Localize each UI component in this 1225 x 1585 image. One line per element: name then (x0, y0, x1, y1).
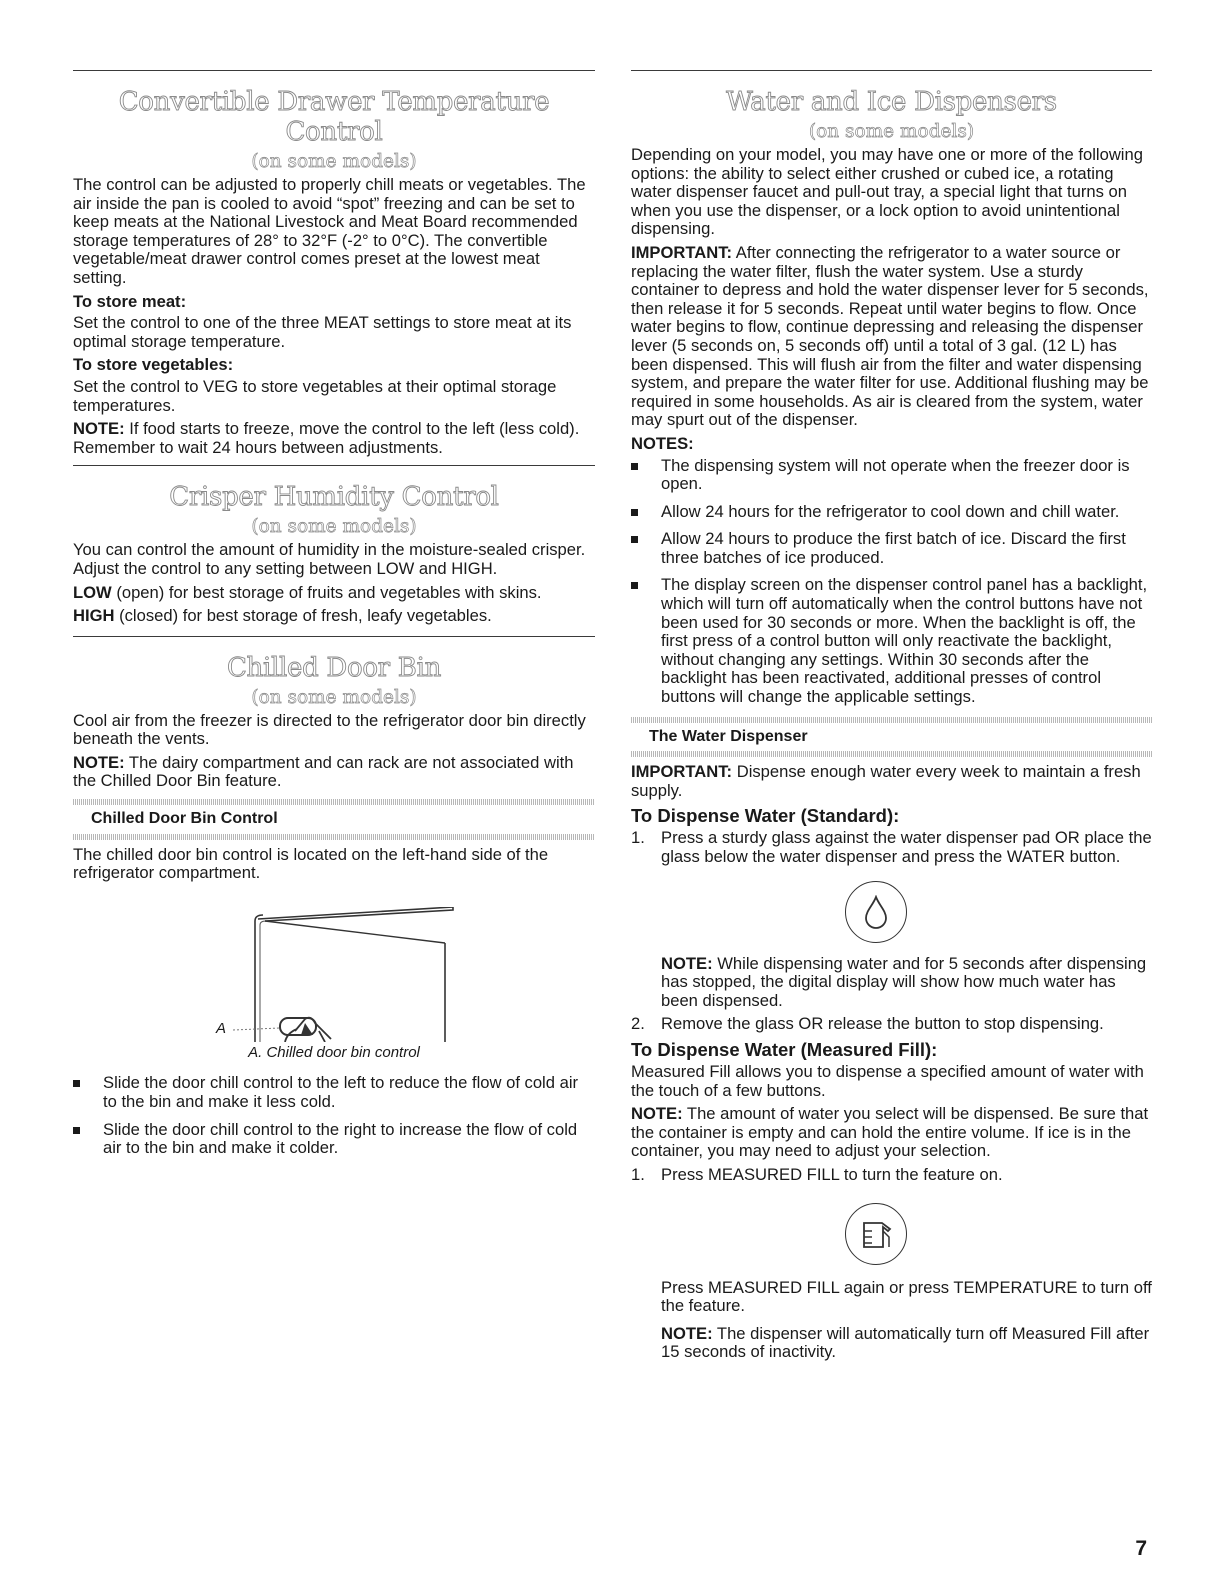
list-item: Slide the door chill control to the right to increase the flow of cold air to the bin and make it colder. (73, 1121, 595, 1158)
page-number: 7 (1135, 1537, 1147, 1560)
subsection-bar (631, 751, 1152, 757)
note-text: If food starts to freeze, move the control to the left (less cold). Remember to wait 24 hours between adjustments. (73, 419, 580, 457)
chilled-bin-figure (73, 907, 595, 1042)
step-text: Press MEASURED FILL to turn the feature on. (661, 1164, 1003, 1184)
section-subtitle: (on some models) (251, 686, 417, 708)
chilled-intro: Cool air from the freezer is directed to the refrigerator door bin directly beneath the vents. (73, 710, 586, 749)
dispensers-intro: Depending on your model, you may have one or more of the following options: the ability to select either crushed or cubed ice, a rotating water dispenser faucet and pull-out tray, a special light that turns on when you use the dispenser, or a lock option to avoid unintentional dispensing. (631, 145, 1143, 239)
store-vegetables-text: Set the control to VEG to store vegetables at their optimal storage temperatures. (73, 376, 557, 415)
important-weekly (631, 763, 1152, 800)
list-item: Allow 24 hours to produce the first batch of ice. Discard the first three batches of ice produced. (631, 530, 1152, 567)
step-text: Press a sturdy glass against the water dispenser pad OR place the glass below the water dispenser and press the WATER button. (661, 828, 1152, 866)
list-item: Allow 24 hours for the refrigerator to cool down and chill water. (631, 503, 1152, 522)
convertible-intro: The control can be adjusted to properly chill meats or vegetables. The air inside the pan is cooled to avoid “spot” freezing and can be set to keep meats at the National Livestock and Meat Board recommended storage temperatures of 28° to 32°F (-2° to 0°C). The convertible vegetable/meat drawer control comes preset at the lowest meat setting. (73, 175, 586, 287)
measured-steps (631, 1166, 1152, 1185)
important-label: IMPORTANT: (631, 242, 733, 262)
high-text: (closed) for best storage of fresh, leafy vegetables. (114, 606, 492, 626)
chilled-note (73, 754, 595, 791)
step-item (631, 1166, 1152, 1185)
important-flush (631, 244, 1152, 430)
crisper-low (73, 584, 595, 603)
figure-caption: A. Chilled door bin control (248, 1043, 420, 1061)
dispense-standard-heading: To Dispense Water (Standard): (631, 805, 900, 827)
chilled-bin-control-heading: Chilled Door Bin Control (91, 810, 278, 828)
high-label: HIGH (73, 606, 115, 626)
important-label: IMPORTANT: (631, 762, 733, 782)
figure-callout-label: A (216, 1019, 227, 1037)
left-column (73, 70, 595, 1167)
store-meat-heading: To store meat: (73, 291, 187, 311)
store-meat-text: Set the control to one of the three MEAT settings to store meat at its optimal storage temperature. (73, 313, 572, 351)
section-subtitle: (on some models) (808, 121, 975, 142)
low-label: LOW (73, 582, 112, 602)
standard-note (631, 955, 1152, 1011)
standard-steps (631, 829, 1152, 866)
refrigerator-door-illustration (73, 907, 595, 1042)
notes-list (631, 457, 1152, 707)
section-title-crisper: Crisper Humidity Control (169, 482, 499, 513)
standard-steps (631, 1015, 1152, 1034)
chilled-control-text: The chilled door bin control is located on the left-hand side of the refrigerator compartment. (73, 844, 549, 883)
note-text: The amount of water you select will be dispensed. Be sure that the container is empty and can hold the entire volume. If ice is in the container, you may need to adjust your selection. (631, 1104, 1149, 1161)
crisper-intro: You can control the amount of humidity in the moisture-sealed crisper. Adjust the control to any setting between LOW and HIGH. (73, 540, 586, 578)
notes-heading: NOTES: (631, 433, 694, 453)
list-item: Slide the door chill control to the left to reduce the flow of cold air to the bin and make it less cold. (73, 1074, 595, 1111)
right-column (631, 70, 1152, 1367)
measured-intro: Measured Fill allows you to dispense a specified amount of water with the touch of a few buttons. (631, 1061, 1144, 1100)
water-dispenser-heading: The Water Dispenser (649, 727, 808, 745)
store-vegetables-heading: To store vegetables: (73, 355, 234, 375)
important-text: Dispense enough water every week to maintain a fresh supply. (631, 762, 1141, 800)
step-item (631, 1015, 1152, 1034)
section-title-dispensers: Water and Ice Dispensers (726, 87, 1057, 117)
section-title-chilled-bin: Chilled Door Bin (226, 652, 442, 683)
measured-off-note (631, 1325, 1152, 1362)
note-label: NOTE: (73, 419, 125, 439)
important-text: After connecting the refrigerator to a water source or replacing the water filter, flush the water system. Use a sturdy container to depress and hold the water dispenser lever for 5 seconds, then release it for 5 seconds. Repeat until water begins to flow. Once water begins to flow, continue depressing and releasing the dispenser lever (5 seconds on, 5 seconds off) until a total of 3 gal. (12 L) has been dispensed. This will flush air from the filter and water dispensing system, and prepare the water filter for use. Additional flushing may be required in some households. As air is cleared from the system, water may spurt out of the dispenser. (631, 242, 1149, 430)
section-subtitle: (on some models) (251, 516, 417, 538)
list-item: The dispensing system will not operate when the freezer door is open. (631, 457, 1152, 494)
measured-note (631, 1105, 1152, 1161)
note-label: NOTE: (661, 953, 713, 973)
step-number: 2. (631, 1014, 645, 1034)
note-label: NOTE: (661, 1323, 713, 1343)
measuring-cup-icon (845, 1203, 907, 1265)
section-title-convertible: Convertible Drawer Temperature Control (118, 87, 550, 147)
note-label: NOTE: (73, 752, 125, 772)
low-text: (open) for best storage of fruits and vegetables with skins. (111, 582, 542, 602)
convertible-note (73, 420, 595, 457)
step-text: Remove the glass OR release the button to stop dispensing. (661, 1014, 1104, 1034)
step-number: 1. (631, 1164, 645, 1184)
chilled-control-list (73, 1074, 595, 1157)
measured-off-text: Press MEASURED FILL again or press TEMPERATURE to turn off the feature. (661, 1277, 1152, 1316)
section-subtitle: (on some models) (251, 151, 417, 172)
dispense-measured-heading: To Dispense Water (Measured Fill): (631, 1038, 938, 1060)
crisper-high (73, 607, 595, 626)
step-number: 1. (631, 828, 645, 848)
subsection-bar (73, 834, 595, 840)
list-item: The display screen on the dispenser control panel has a backlight, which will turn off automatically when the control buttons have not been used for 30 seconds or more. When the backlight is off, the first press of a control button will only reactivate the backlight, without changing any settings. Within 30 seconds after the backlight has been reactivated, additional presses of control buttons will change the applicable settings. (631, 576, 1152, 706)
water-drop-icon (845, 881, 907, 943)
note-text: While dispensing water and for 5 seconds after dispensing has stopped, the digital display will show how much water has been dispensed. (661, 953, 1147, 1010)
note-text: The dispenser will automatically turn off Measured Fill after 15 seconds of inactivity. (661, 1323, 1150, 1362)
note-label: NOTE: (631, 1104, 683, 1124)
step-item (631, 829, 1152, 866)
note-text: The dairy compartment and can rack are not associated with the Chilled Door Bin feature. (73, 752, 574, 791)
